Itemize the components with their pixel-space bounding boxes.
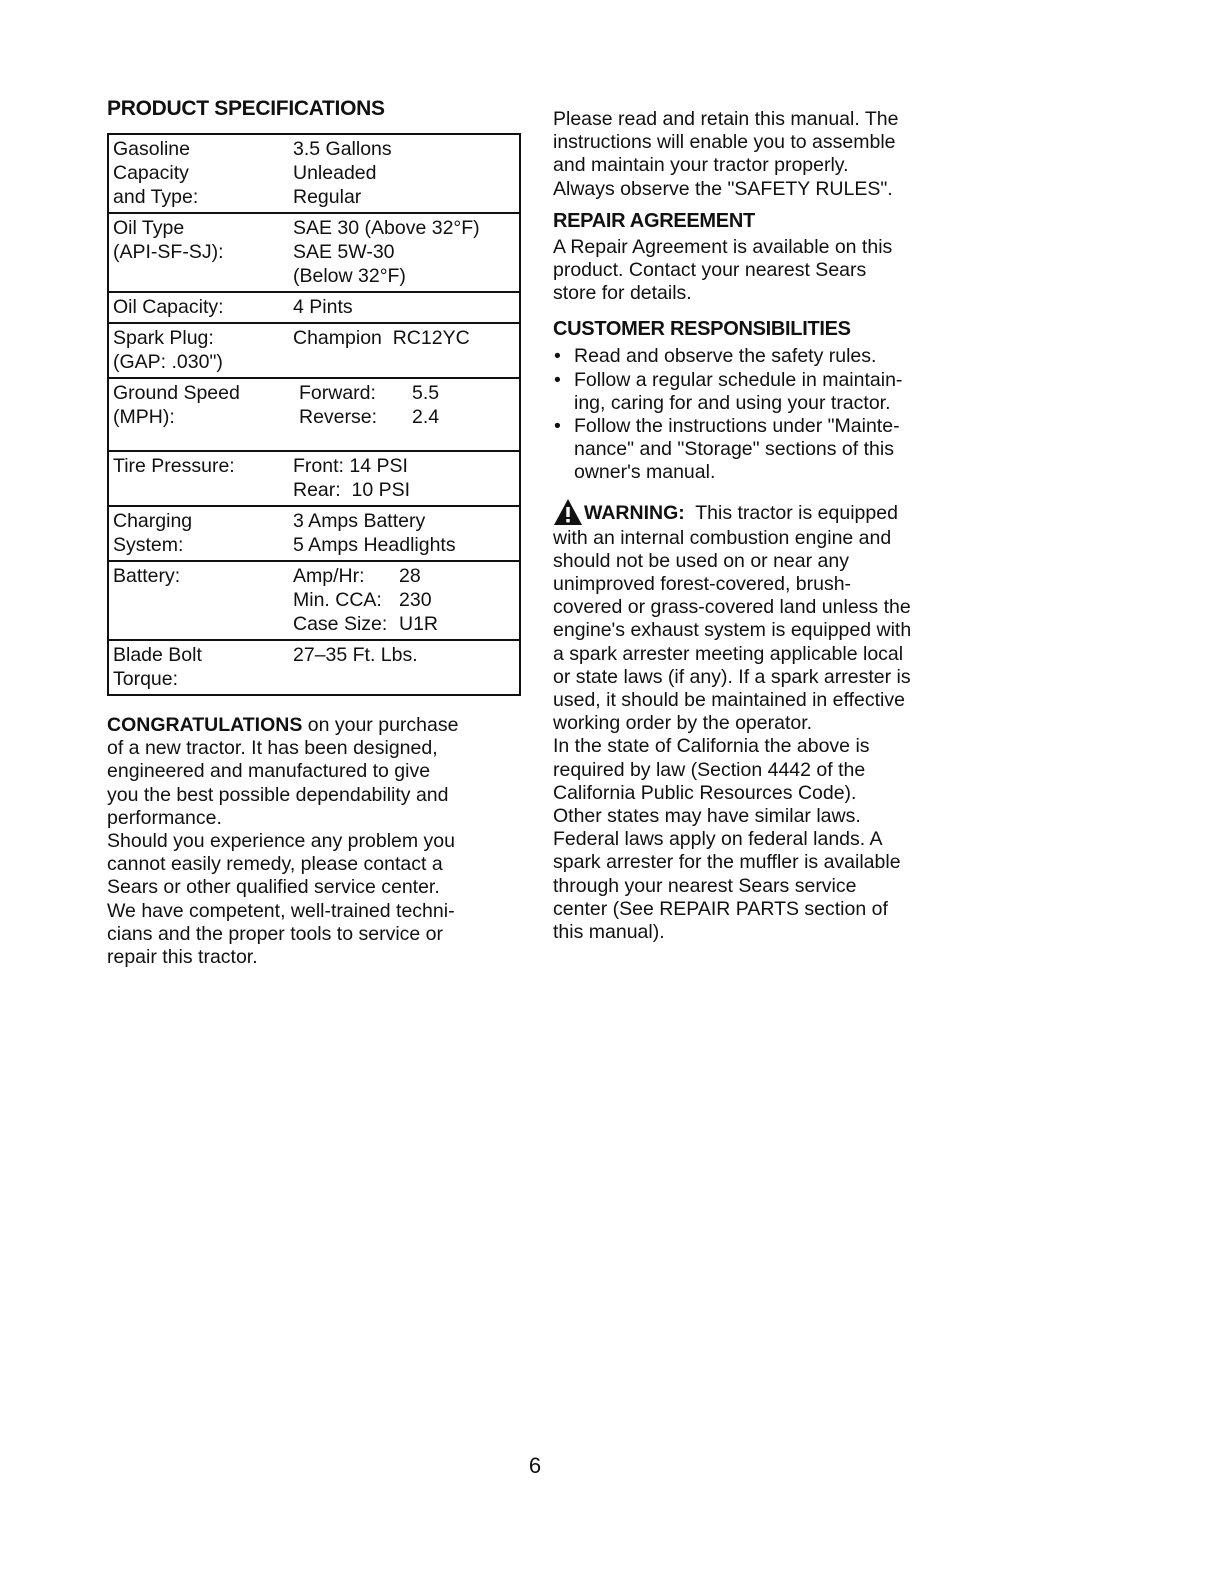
spec-label: Spark Plug: (GAP: .030") [108,323,289,378]
spec-value: 3.5 Gallons Unleaded Regular [293,138,392,208]
congratulations-lead: CONGRATULATIONS [107,714,303,736]
spec-value: Front: 14 PSI Rear: 10 PSI [289,451,520,506]
spec-label: Ground Speed (MPH): [108,378,289,451]
bullet-icon: • [554,415,561,438]
repair-agreement-title: REPAIR AGREEMENT [553,209,755,232]
spec-value: 27–35 Ft. Lbs. [289,640,520,695]
table-row [108,561,520,640]
table-row [108,323,520,378]
spec-value: Amp/Hr: 28 Min. CCA: 230 Case Size: U1R [289,561,520,640]
table-row [108,378,520,451]
table-row [108,451,520,506]
list-item: • Read and observe the safety rules. [554,345,877,368]
table-row [108,506,520,561]
spec-value: Champion RC12YC [289,323,520,378]
responsibilities-list [553,345,968,484]
page-number: 6 [528,1453,542,1478]
right-column [553,108,968,944]
spec-label: Oil Type (API-SF-SJ): [108,213,289,292]
spec-label: Oil Capacity: [108,292,289,323]
congratulations-paragraph: CONGRATULATIONS on your purchase of a new tractor. It has been designed, engineered and manufactured to give you the best possible dependability and performance. Should you experience any problem you cannot easily remedy, please contact a Sears or other qualified service center. We have competent, well-trained techni- cians and the proper tools to service or repair this tractor. [107,714,459,969]
spec-value: 3 Amps Battery 5 Amps Headlights [289,506,520,561]
specs-title: PRODUCT SPECIFICATIONS [107,97,385,120]
table-row [108,640,520,695]
spec-label: Gasoline Capacity and Type: [113,138,199,208]
repair-agreement-paragraph: A Repair Agreement is available on this product. Contact your nearest Sears store for details. [553,235,893,305]
list-item: • Follow a regular schedule in maintain- ing, caring for and using your tractor. [554,368,903,414]
intro-paragraph: Please read and retain this manual. The instructions will enable you to assemble and maintain your tractor properly. Always observe the "SAFETY RULES". [553,108,899,200]
bullet-icon: • [554,345,561,368]
table-row [108,213,520,292]
spec-label: Tire Pressure: [108,451,289,506]
spec-value: Forward: 5.5 Reverse: 2.4 [289,378,520,451]
spec-label: Battery: [108,561,289,640]
table-row [108,292,520,323]
left-column [107,96,521,969]
spec-label: Charging System: [108,506,289,561]
warning-triangle-icon [553,497,583,527]
spec-label: Blade Bolt Torque: [108,640,289,695]
list-item: • Follow the instructions under "Mainte- nance" and "Storage" sections of this owner's manual. [554,415,900,484]
table-row [108,134,520,213]
warning-paragraph: WARNING: This tractor is equipped with an internal combustion engine and should not be used on or near any unimproved forest-covered, brush- covered or grass-covered land unless the engine's exhaust system is equipped with a spark arrester meeting applicable local or state laws (if any). If a spark arrester is used, it should be maintained in effective working order by the operator. In the state of California the above is required by law (Section 4442 of the California Public Resources Code). Other states may have similar laws. Federal laws apply on federal lands. A spark arrester for the muffler is available through your nearest Sears service center (See REPAIR PARTS section of this manual). [553,497,968,945]
spec-value: SAE 30 (Above 32°F) SAE 5W-30 (Below 32°F) [289,213,520,292]
specs-table [107,133,521,696]
spec-value: 4 Pints [289,292,520,323]
warning-label: WARNING: [584,501,685,524]
bullet-icon: • [554,368,561,391]
customer-responsibilities-title: CUSTOMER RESPONSIBILITIES [553,318,851,341]
